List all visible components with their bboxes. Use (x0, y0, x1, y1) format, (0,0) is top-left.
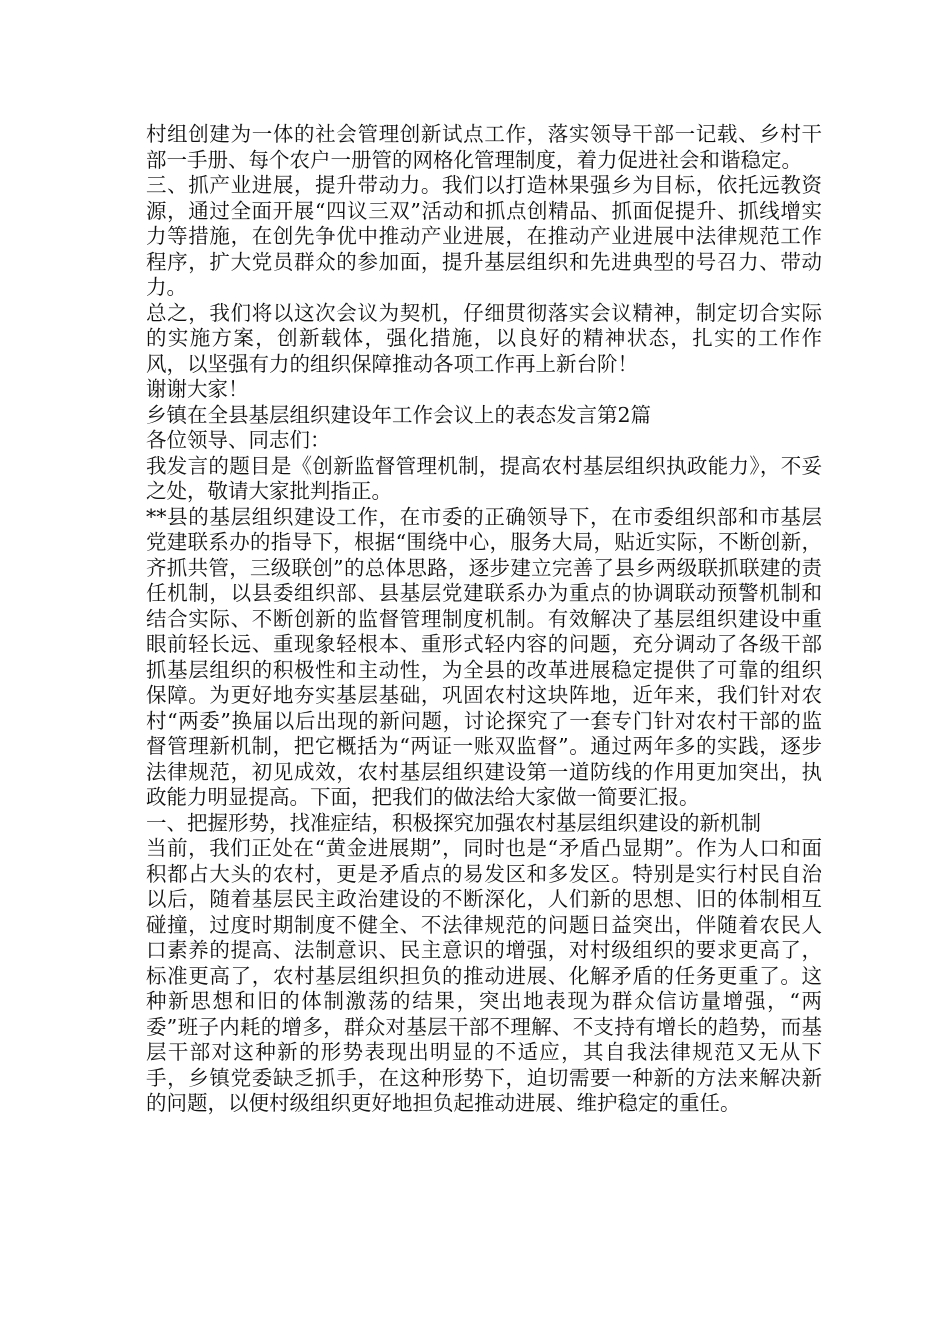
paragraph-topic: 我发言的题目是《创新监督管理机制，提高农村基层组织执政能力》，不妥之处，敬请大家批判指正。 (146, 453, 822, 503)
document-body (146, 122, 822, 1117)
paragraph-continuation: 村组创建为一体的社会管理创新试点工作，落实领导干部一记载、乡村干部一手册、每个农户一册管的网格化管理制度，着力促进社会和谐稳定。 (146, 122, 822, 172)
paragraph-section-three: 三、抓产业进展，提升带动力。我们以打造林果强乡为目标，依托远教资源，通过全面开展“四议三双”活动和抓点创精品、抓面促提升、抓线增实力等措施，在创先争优中推动产业进展，在推动产业进展中法律规范工作程序，扩大党员群众的参加面，提升基层组织和先进典型的号召力、带动力。 (146, 173, 822, 299)
section-heading-one: 一、把握形势，找准症结，积极探究加强农村基层组织建设的新机制 (146, 810, 761, 835)
paragraph-current-situation: 当前，我们正处在“黄金进展期”，同时也是“矛盾凸显期”。作为人口和面积都占大头的农村，更是矛盾点的易发区和多发区。特别是实行村民自治以后，随着基层民主政治建设的不断深化，人们新的思想、旧的体制相互碰撞，过度时期制度不健全、不法律规范的问题日益突出，伴随着农民人口素养的提高、法制意识、民主意识的增强，对村级组织的要求更高了，标准更高了，农村基层组织担负的推动进展、化解矛盾的任务更重了。这种新思想和旧的体制激荡的结果，突出地表现为群众信访量增强，“两委”班子内耗的增多，群众对基层干部不理解、不支持有增长的趋势，而基层干部对这种新的形势表现出明显的不适应，其自我法律规范又无从下手，乡镇党委缺乏抓手，在这种形势下，迫切需要一种新的方法来解决新的问题，以便村级组织更好地担负起推动进展、维护稳定的重任。 (146, 836, 822, 1115)
paragraph-thanks: 谢谢大家！ (146, 377, 249, 401)
speech-title: 乡镇在全县基层组织建设年工作会议上的表态发言第2篇 (146, 402, 652, 427)
paragraph-background: **县的基层组织建设工作，在市委的正确领导下，在市委组织部和市基层党建联系办的指导下，根据“围绕中心，服务大局，贴近实际，不断创新，齐抓共管，三级联创”的总体思路，逐步建立完善了县乡两级联抓联建的责任机制，以县委组织部、县基层党建联系办为重点的协调联动预警机制和结合实际、不断创新的监督管理制度机制。有效解决了基层组织建设中重眼前轻长远、重现象轻根本、重形式轻内容的问题，充分调动了各级干部抓基层组织的积极性和主动性，为全县的改革进展稳定提供了可靠的组织保障。为更好地夯实基层基础，巩固农村这块阵地，近年来，我们针对农村“两委”换届以后出现的新问题，讨论探究了一套专门针对农村干部的监督管理新机制，把它概括为“两证一账双监督”。通过两年多的实践，逐步法律规范，初见成效，农村基层组织建设第一道防线的作用更加突出，执政能力明显提高。下面，把我们的做法给大家做一简要汇报。 (146, 504, 822, 809)
salutation: 各位领导、同志们： (146, 428, 331, 452)
paragraph-conclusion: 总之，我们将以这次会议为契机，仔细贯彻落实会议精神，制定切合实际的实施方案，创新载体，强化措施，以良好的精神状态，扎实的工作作风，以坚强有力的组织保障推动各项工作再上新台阶！ (146, 300, 822, 376)
